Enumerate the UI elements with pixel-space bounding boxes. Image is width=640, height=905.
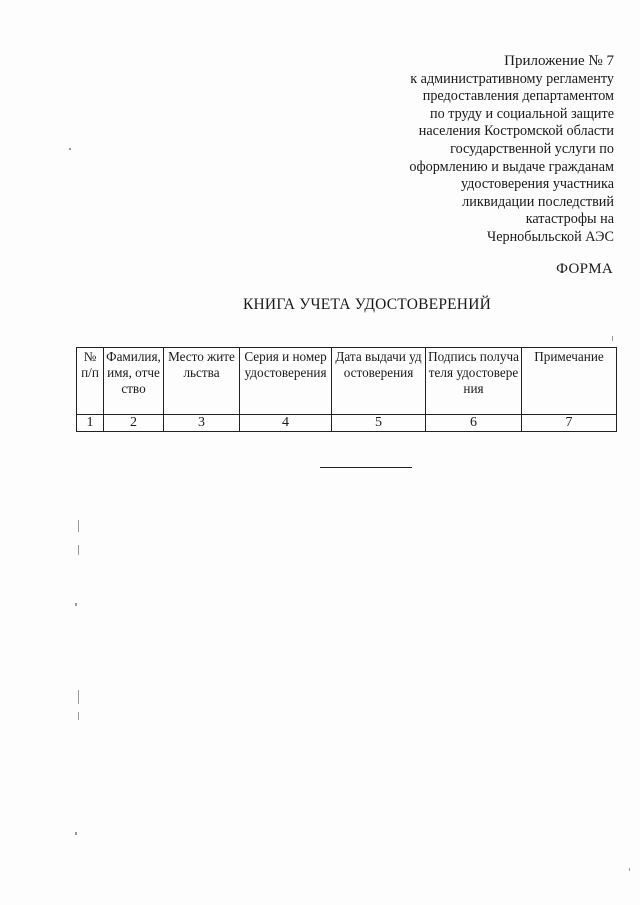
- scan-speck: [78, 690, 79, 704]
- column-header-issue-date: Дата выдачи удостоверения: [332, 348, 426, 415]
- appendix-line: к административному регламенту: [410, 70, 614, 87]
- column-header-certificate-series: Серия и номер удостоверения: [240, 348, 332, 415]
- appendix-line: предоставления департаментом: [422, 88, 614, 105]
- appendix-block: [314, 53, 614, 247]
- column-number-cell: 7: [522, 415, 617, 432]
- register-table: [76, 347, 617, 432]
- column-number-cell: 5: [332, 415, 426, 432]
- appendix-heading: Приложение № 7: [504, 53, 614, 69]
- closing-rule: [320, 467, 412, 468]
- scan-speck: [612, 336, 613, 341]
- column-header-note: Примечание: [522, 348, 617, 415]
- column-header-number: № п/п: [77, 348, 104, 415]
- column-number-cell: 4: [240, 415, 332, 432]
- column-number-cell: 6: [426, 415, 522, 432]
- scan-speck: [78, 520, 79, 532]
- column-number-cell: 1: [77, 415, 104, 432]
- column-number-cell: 3: [164, 415, 240, 432]
- table-row: [77, 415, 617, 432]
- column-header-residence: Место жительства: [164, 348, 240, 415]
- scan-speck: [629, 868, 630, 871]
- appendix-line: ликвидации последствий: [462, 193, 614, 210]
- appendix-line: государственной услуги по: [450, 140, 614, 157]
- column-header-full-name: Фамилия, имя, отчество: [104, 348, 164, 415]
- scan-speck: [78, 545, 79, 555]
- appendix-line: Чернобыльской АЭС: [486, 228, 614, 245]
- appendix-line: населения Костромской области: [418, 123, 614, 140]
- column-header-recipient-signature: Подпись получателя удостоверения: [426, 348, 522, 415]
- table-header-row: [77, 348, 617, 415]
- appendix-line: оформлению и выдаче гражданам: [409, 158, 614, 175]
- scan-speck: [69, 148, 71, 150]
- scan-speck: [75, 832, 77, 835]
- scan-speck: [78, 712, 79, 720]
- form-label: ФОРМА: [556, 261, 613, 277]
- column-number-cell: 2: [104, 415, 164, 432]
- appendix-line: по труду и социальной защите: [429, 105, 614, 122]
- scan-speck: [75, 603, 77, 606]
- appendix-line: катастрофы на: [525, 211, 614, 228]
- appendix-line: удостоверения участника: [460, 176, 614, 193]
- document-title: КНИГА УЧЕТА УДОСТОВЕРЕНИЙ: [243, 296, 491, 313]
